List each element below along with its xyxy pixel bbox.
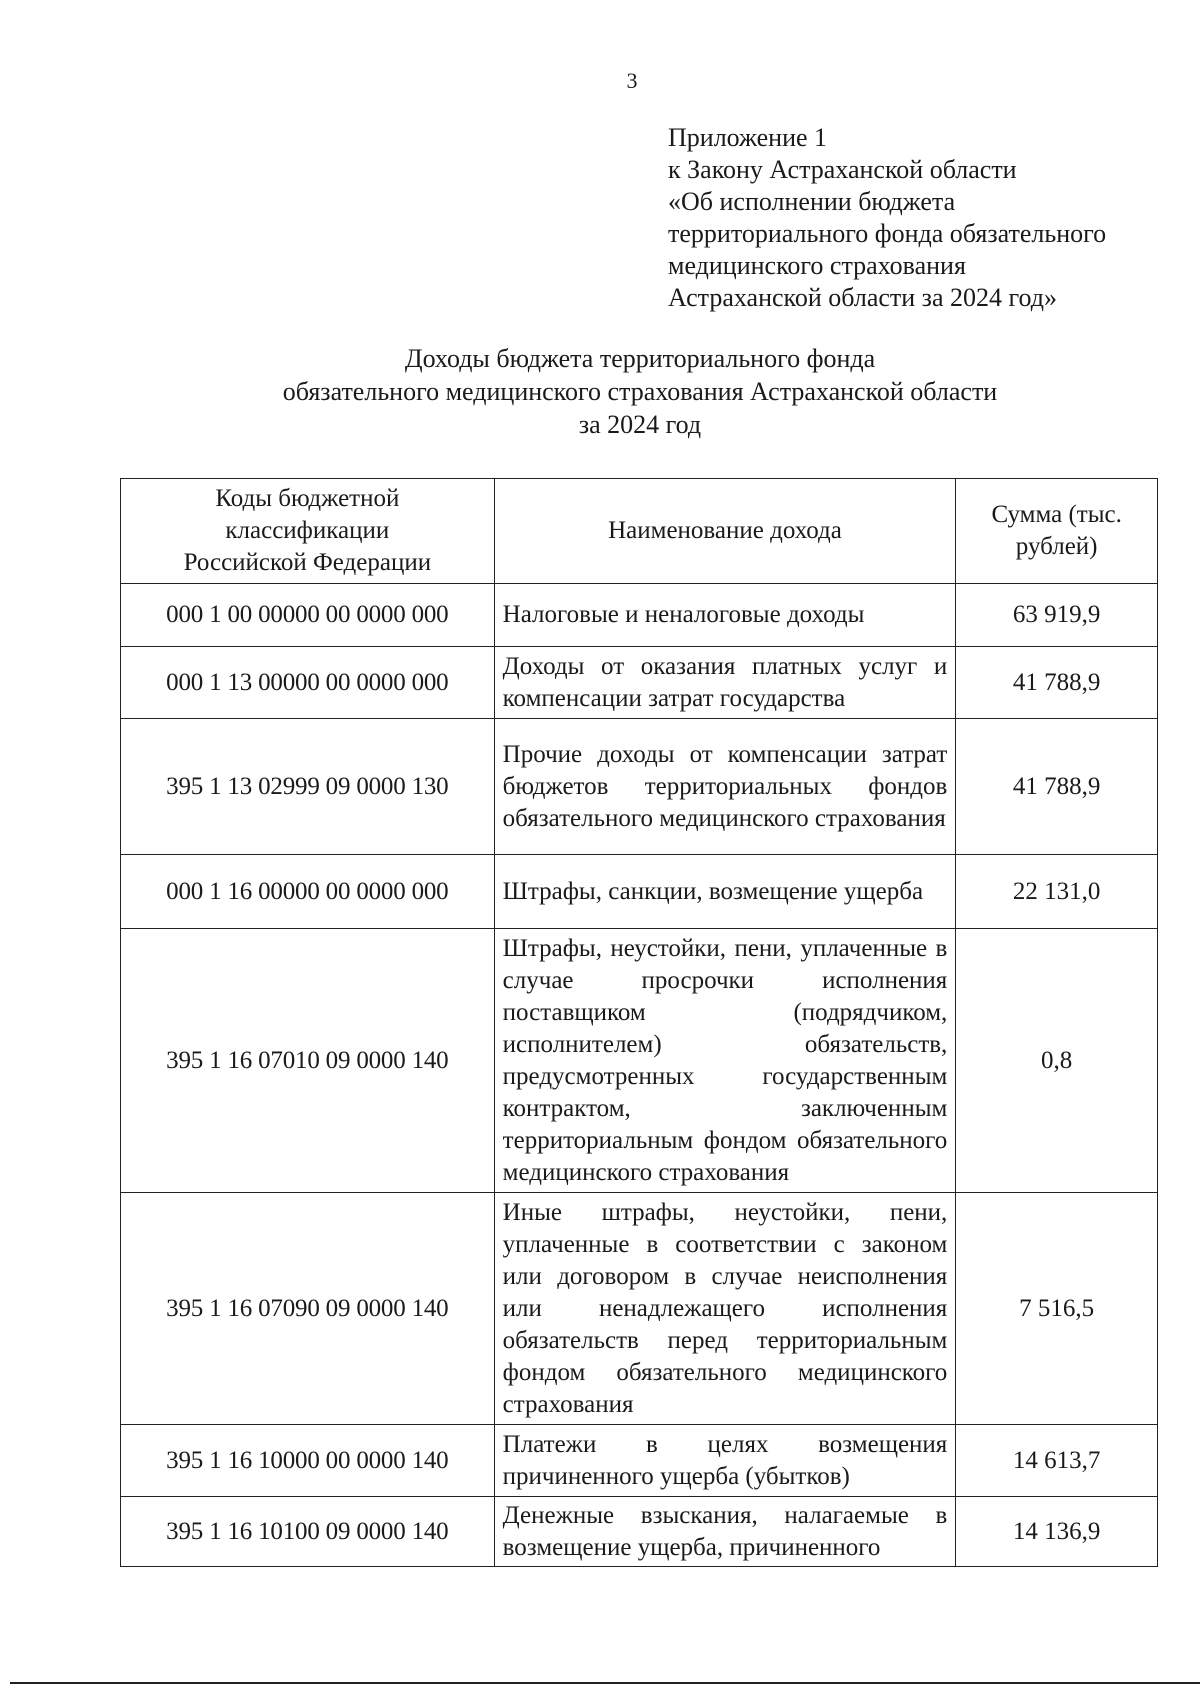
row-code: 000 1 00 00000 00 0000 000 (121, 584, 495, 647)
document-title (120, 342, 1160, 441)
table-header-row (121, 479, 1158, 584)
income-table (120, 478, 1158, 1567)
row-name: Налоговые и неналоговые доходы (494, 584, 956, 647)
appendix-line: Приложение 1 (668, 123, 828, 152)
row-sum: 41 788,9 (956, 647, 1158, 719)
table-row (121, 1497, 1158, 1567)
row-name: Доходы от оказания платных услуг и компенсации затрат государства (494, 647, 956, 719)
table-row (121, 1193, 1158, 1425)
appendix-reference (668, 122, 1106, 314)
row-name: Прочие доходы от компенсации затрат бюджетов территориальных фондов обязательного медицинского страхования (494, 719, 956, 855)
table-row (121, 584, 1158, 647)
title-line: Доходы бюджета территориального фонда (404, 344, 876, 373)
row-sum: 22 131,0 (956, 855, 1158, 929)
row-sum: 0,8 (956, 929, 1158, 1193)
row-code: 395 1 16 10100 09 0000 140 (121, 1497, 495, 1567)
row-name: Иные штрафы, неустойки, пени, уплаченные в соответствии с законом или договором в случае неисполнения или ненадлежащего исполнения обязательств перед территориальным фондом обязательного медицинского страхования (494, 1193, 956, 1425)
title-line: обязательного медицинского страхования Астраханской области (282, 377, 998, 406)
header-sum: Сумма (тыс. рублей) (956, 479, 1158, 584)
table-row (121, 647, 1158, 719)
row-code: 395 1 16 07090 09 0000 140 (121, 1193, 495, 1425)
row-sum: 14 613,7 (956, 1425, 1158, 1497)
row-name: Денежные взыскания, налагаемые в возмещение ущерба, причиненного (494, 1497, 956, 1567)
header-code: Коды бюджетной классификации Российской Федерации (121, 479, 495, 584)
row-name: Штрафы, санкции, возмещение ущерба (494, 855, 956, 929)
appendix-line: медицинского страхования (668, 251, 966, 280)
row-code: 395 1 13 02999 09 0000 130 (121, 719, 495, 855)
appendix-line: территориального фонда обязательного (668, 219, 1107, 248)
title-line: за 2024 год (578, 410, 702, 439)
row-code: 000 1 16 00000 00 0000 000 (121, 855, 495, 929)
row-sum: 63 919,9 (956, 584, 1158, 647)
row-code: 000 1 13 00000 00 0000 000 (121, 647, 495, 719)
table-row (121, 1425, 1158, 1497)
bottom-rule (10, 1682, 1200, 1684)
row-name: Штрафы, неустойки, пени, уплаченные в случае просрочки исполнения поставщиком (подрядчиком, исполнителем) обязательств, предусмотренных государственным контрактом, заключенным территориальным фондом обязательного медицинского страхования (494, 929, 956, 1193)
row-sum: 14 136,9 (956, 1497, 1158, 1567)
appendix-line: к Закону Астраханской области (668, 155, 1017, 184)
row-sum: 41 788,9 (956, 719, 1158, 855)
header-name: Наименование дохода (494, 479, 956, 584)
table-row (121, 719, 1158, 855)
row-code: 395 1 16 10000 00 0000 140 (121, 1425, 495, 1497)
appendix-line: Астраханской области за 2024 год» (668, 283, 1057, 312)
row-code: 395 1 16 07010 09 0000 140 (121, 929, 495, 1193)
table-row (121, 929, 1158, 1193)
table-row (121, 855, 1158, 929)
row-name: Платежи в целях возмещения причиненного ущерба (убытков) (494, 1425, 956, 1497)
page-number: 3 (626, 68, 638, 93)
appendix-line: «Об исполнении бюджета (668, 187, 956, 216)
row-sum: 7 516,5 (956, 1193, 1158, 1425)
